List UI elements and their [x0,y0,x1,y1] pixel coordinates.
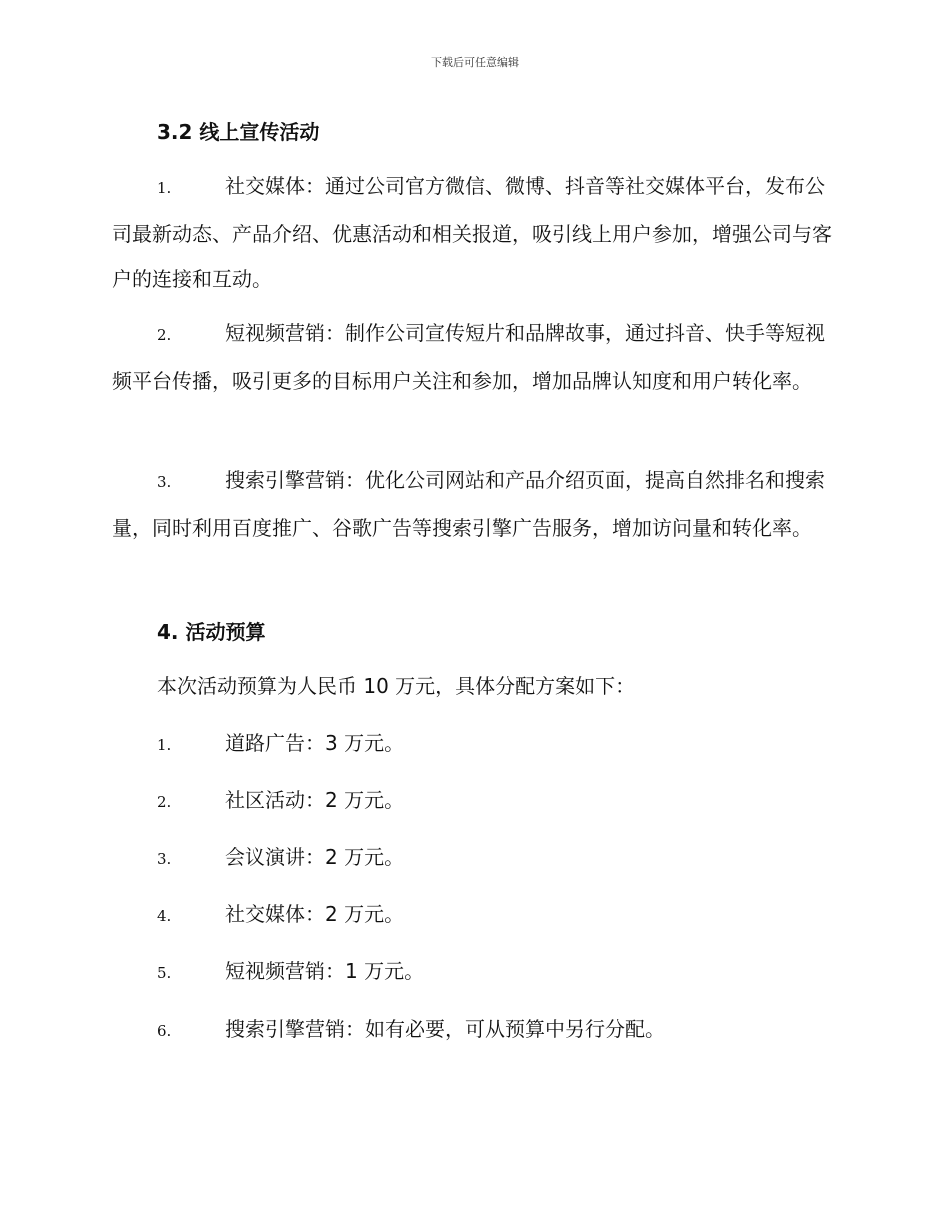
list-item-text: 会议演讲：2 万元。 [225,845,405,869]
budget-intro: 本次活动预算为人民币 10 万元，具体分配方案如下： [157,674,636,698]
list-number: 6. [157,1022,172,1040]
list-item-text: 搜索引擎营销：如有必要，可从预算中另行分配。 [225,1017,665,1041]
list-number: 5. [157,964,172,982]
paragraph-text: 社交媒体：通过公司官方微信、微博、抖音等社交媒体平台，发布公司最新动态、产品介绍、优惠活动和相关报道，吸引线上用户参加，增强公司与客户的连接和互动。 [112,174,832,291]
list-item [157,728,404,760]
list-item-text: 社区活动：2 万元。 [225,788,405,812]
list-number: 3. [157,473,172,491]
list-item-text: 社交媒体：2 万元。 [225,902,405,926]
section-heading-online-promotion: 3.2 线上宣传活动 [157,120,320,144]
list-number: 3. [157,850,172,868]
paragraph-item [112,458,834,551]
list-number: 4. [157,907,172,925]
list-item-text: 道路广告：3 万元。 [225,731,405,755]
paragraph-item [112,311,834,404]
list-item [157,842,404,874]
paragraph-item [112,164,834,303]
header-note: 下载后可任意编辑 [431,56,519,69]
paragraph-text: 短视频营销：制作公司宣传短片和品牌故事，通过抖音、快手等短视频平台传播，吸引更多的目标用户关注和参加，增加品牌认知度和用户转化率。 [112,321,825,393]
section-heading-budget: 4. 活动预算 [157,620,266,644]
list-item [157,899,404,931]
paragraph-text: 搜索引擎营销：优化公司网站和产品介绍页面，提高自然排名和搜索量，同时利用百度推广、谷歌广告等搜索引擎广告服务，增加访问量和转化率。 [112,468,825,540]
list-item-text: 短视频营销：1 万元。 [225,959,425,983]
list-item [157,1014,665,1046]
list-item [157,785,404,817]
list-number: 1. [157,179,172,197]
list-number: 2. [157,326,172,344]
list-number: 2. [157,793,172,811]
list-number: 1. [157,736,172,754]
list-item [157,956,424,988]
